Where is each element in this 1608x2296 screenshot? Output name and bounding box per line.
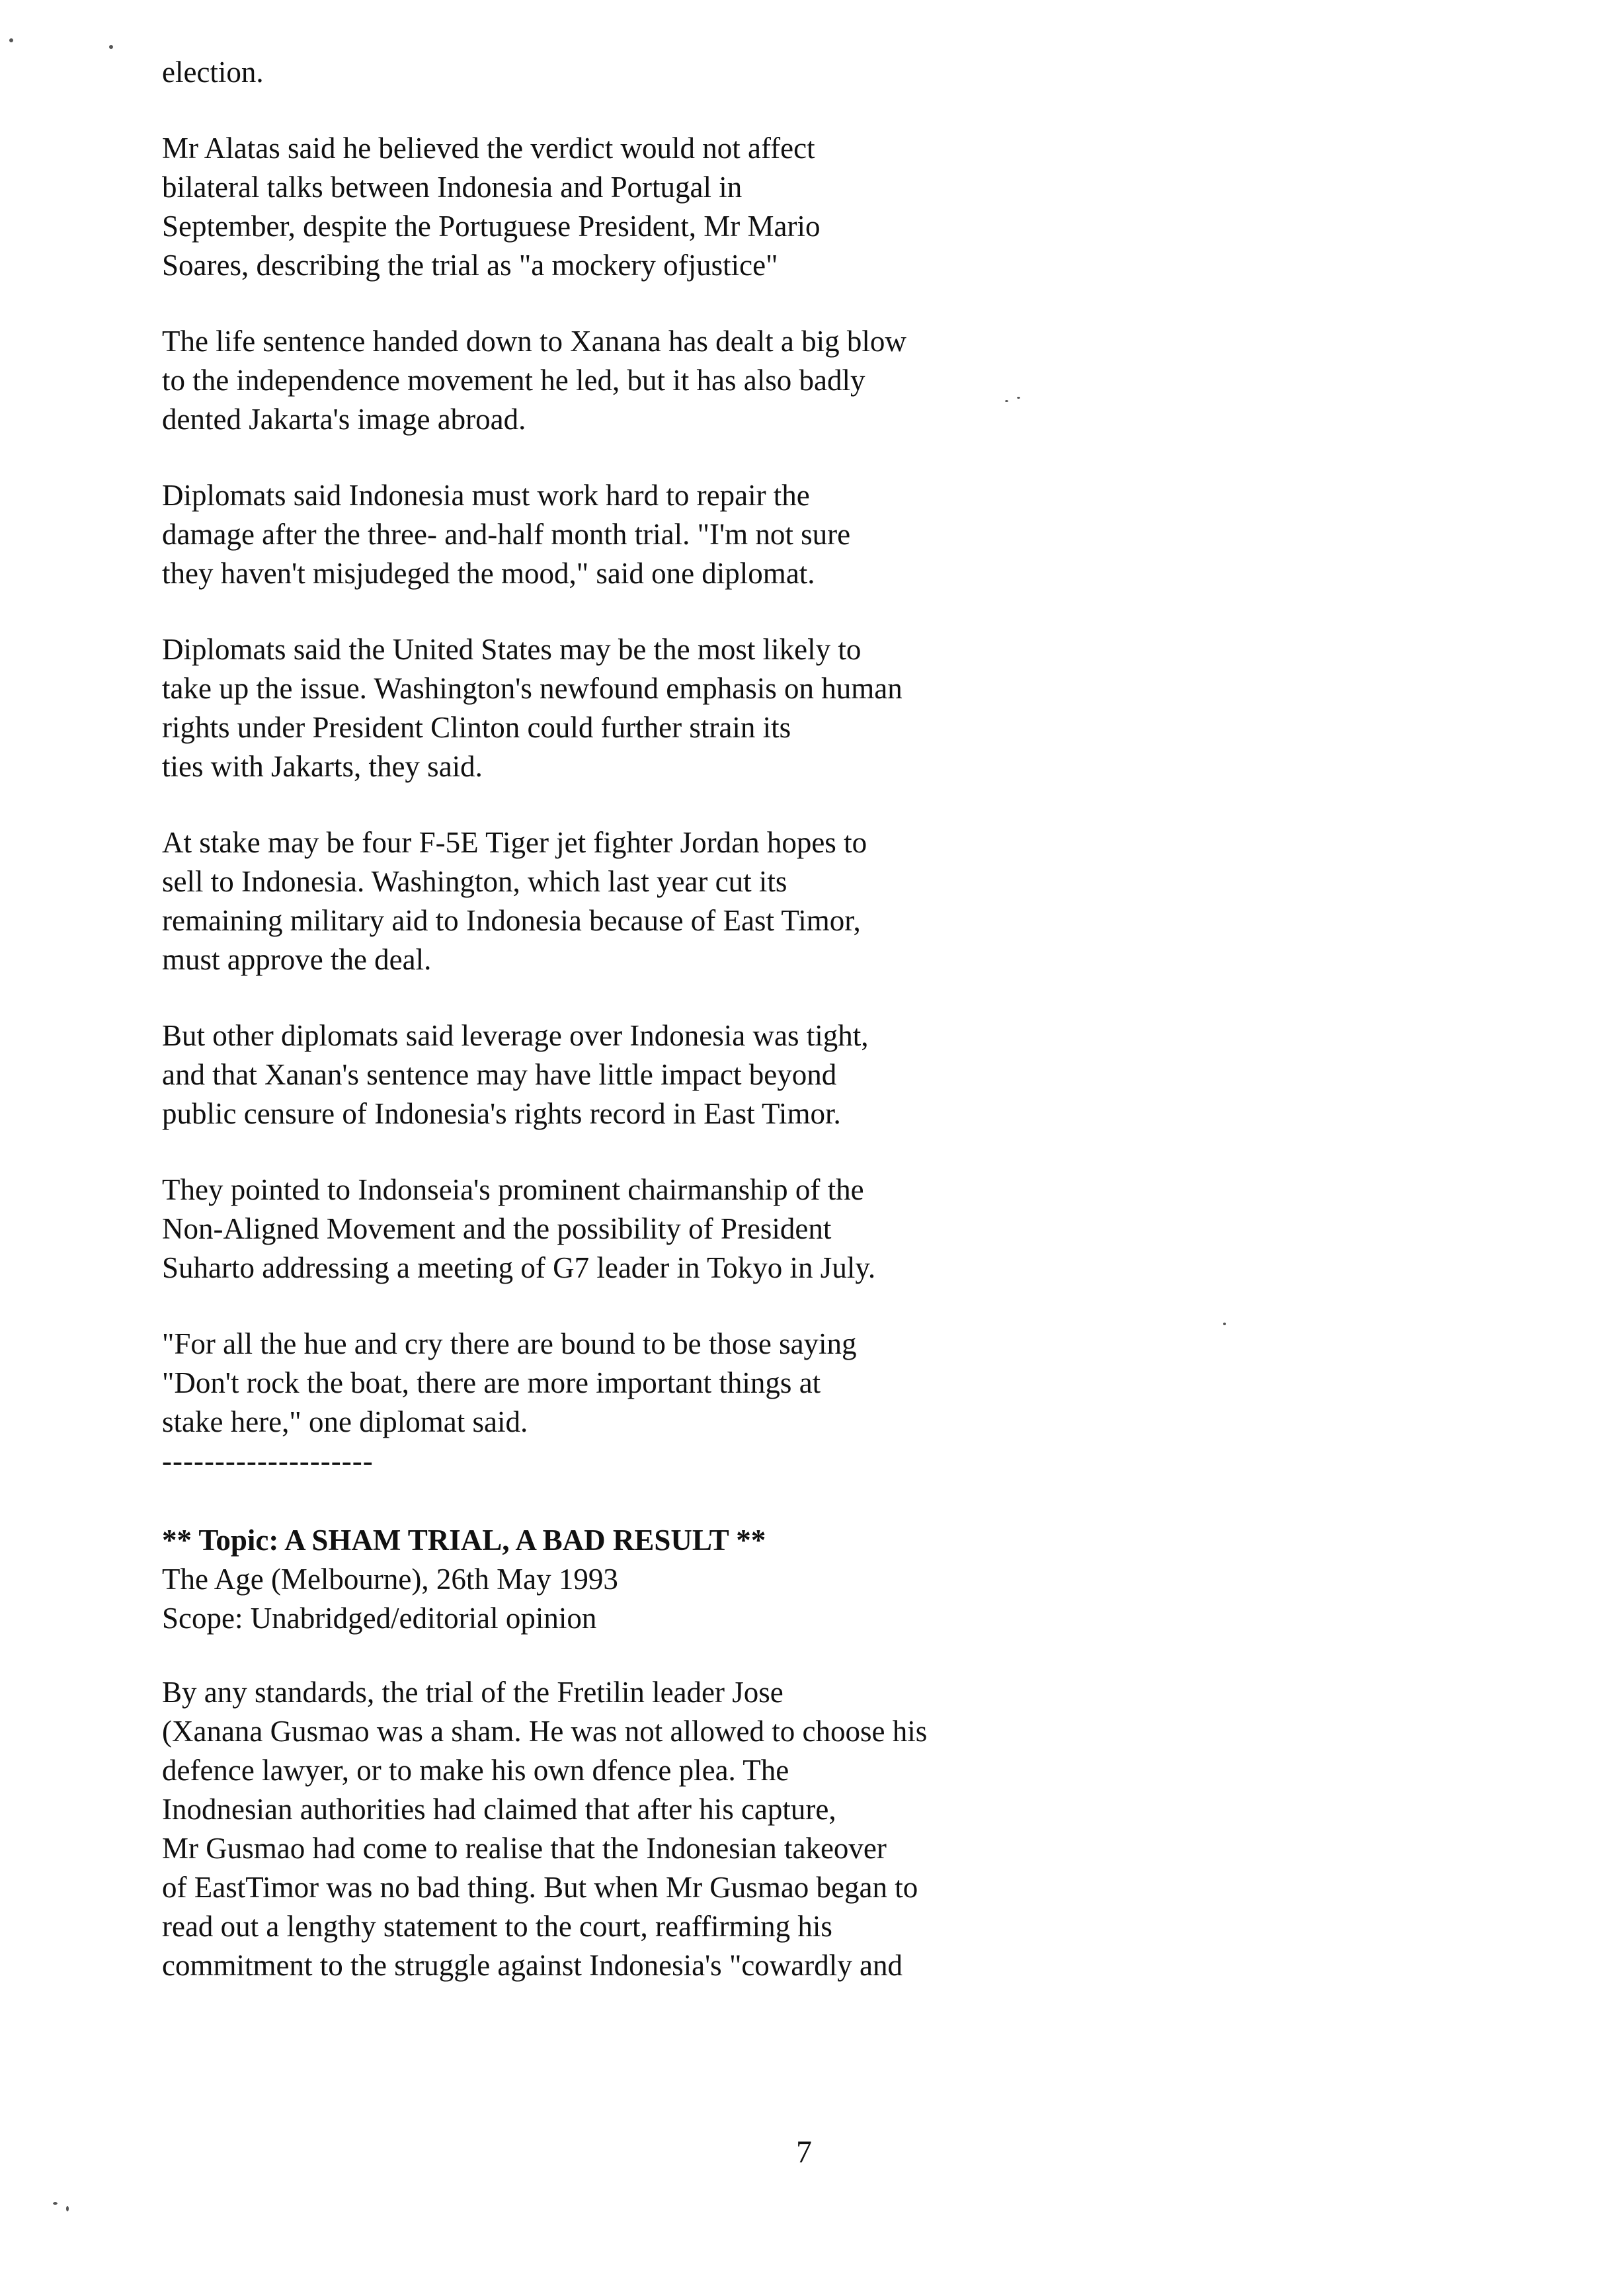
text-line: defence lawyer, or to make his own dfence plea. The [162,1754,789,1787]
text-line: Soares, describing the trial as "a mockery ofjustice" [162,249,778,282]
text-line: take up the issue. Washington's newfound emphasis on human [162,672,903,705]
text-line: and that Xanan's sentence may have little impact beyond [162,1058,837,1091]
paragraph-7 [162,1016,1418,1133]
text-line: But other diplomats said leverage over Indonesia was tight, [162,1019,869,1052]
text-line: sell to Indonesia. Washington, which last year cut its [162,865,787,898]
paragraph-1 [162,53,1418,92]
paragraph-8 [162,1170,1418,1288]
text-line: "For all the hue and cry there are bound to be those saying [162,1327,857,1360]
text-line: "Don't rock the boat, there are more important things at [162,1366,821,1399]
text-line: rights under President Clinton could further strain its [162,711,791,744]
text-line: commitment to the struggle against Indonesia's "cowardly and [162,1949,903,1982]
text-line: must approve the deal. [162,943,432,976]
text-line: By any standards, the trial of the Fretilin leader Jose [162,1676,784,1709]
scan-speck [53,2202,58,2205]
paragraph-4 [162,476,1418,593]
text-line: At stake may be four F-5E Tiger jet fighter Jordan hopes to [162,826,867,859]
text-line: Inodnesian authorities had claimed that after his capture, [162,1793,836,1826]
text-line: read out a lengthy statement to the court, reaffirming his [162,1910,832,1943]
page-number: 7 [796,2135,812,2170]
topic-heading: ** Topic: A SHAM TRIAL, A BAD RESULT ** [162,1524,766,1557]
paragraph-3 [162,322,1418,439]
paragraph-2 [162,129,1418,285]
text-line: September, despite the Portuguese President, Mr Mario [162,210,821,243]
topic-header [162,1521,1418,1638]
scan-speck [109,45,113,49]
text-line: damage after the three- and-half month trial. "I'm not sure [162,518,851,551]
section-separator: -------------------- [162,1444,374,1477]
text-line: Diplomats said Indonesia must work hard to repair the [162,479,810,512]
editorial-paragraph [162,1673,1418,1985]
text-line: Suharto addressing a meeting of G7 leader in Tokyo in July. [162,1251,876,1284]
text-line: ties with Jakarts, they said. [162,750,483,783]
paragraph-9 [162,1325,1418,1442]
topic-source: The Age (Melbourne), 26th May 1993 [162,1563,618,1596]
text-line: Diplomats said the United States may be the most likely to [162,633,862,666]
scan-speck [9,38,13,42]
text-line: Non-Aligned Movement and the possibility of President [162,1212,832,1245]
text-line: stake here," one diplomat said. [162,1405,528,1438]
text-line: bilateral talks between Indonesia and Portugal in [162,171,743,204]
text-line: Mr Alatas said he believed the verdict would not affect [162,132,815,165]
text-line: election. [162,56,264,89]
text-line: Mr Gusmao had come to realise that the Indonesian takeover [162,1832,887,1865]
text-line: of EastTimor was no bad thing. But when Mr Gusmao began to [162,1871,918,1904]
text-line: they haven't misjudeged the mood," said one diplomat. [162,557,815,590]
paragraph-6 [162,823,1418,979]
text-line: remaining military aid to Indonesia because of East Timor, [162,904,861,937]
text-line: public censure of Indonesia's rights record in East Timor. [162,1097,841,1130]
text-line: They pointed to Indonseia's prominent chairmanship of the [162,1173,864,1206]
text-line: to the independence movement he led, but it has also badly [162,364,865,397]
text-line: The life sentence handed down to Xanana has dealt a big blow [162,325,906,358]
scan-speck [66,2206,69,2211]
paragraph-5 [162,630,1418,786]
text-line: (Xanana Gusmao was a sham. He was not allowed to choose his [162,1715,928,1748]
topic-scope: Scope: Unabridged/editorial opinion [162,1602,597,1635]
text-line: dented Jakarta's image abroad. [162,403,526,436]
